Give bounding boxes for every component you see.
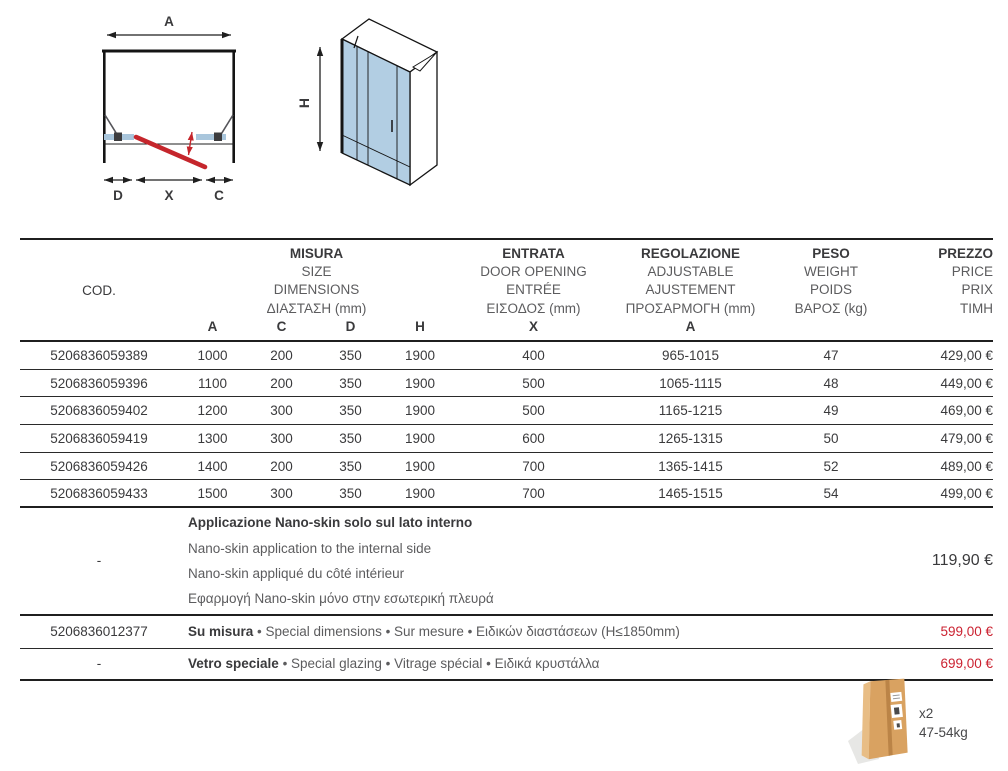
column-header-adjustable: REGOLAZIONE ADJUSTABLE AJUSTEMENT ΠΡΟΣΑΡΜΟΓΗ (mm) — [625, 246, 756, 316]
table-row — [20, 480, 993, 508]
table-body — [20, 342, 993, 508]
dim-x-label: X — [164, 188, 174, 203]
nano-skin-row — [20, 508, 993, 616]
special-glazing-description: Vetro speciale • Special glazing • Vitrage spécial • Ειδικά κρυστάλλα — [188, 656, 600, 672]
cell-adjustable: 1165-1215 — [658, 403, 723, 419]
cell-x: 400 — [522, 347, 545, 363]
cell-a: 1300 — [197, 430, 228, 446]
cell-cod: 5206836059419 — [50, 430, 148, 446]
dim-d-label: D — [113, 188, 123, 203]
nano-skin-description: Applicazione Nano-skin solo sul lato interno Nano-skin application to the internal side Nano-skin appliqué du côté intérieur Εφαρμογή Nano-skin μόνο στην εσωτερική πλευρά — [188, 515, 494, 607]
table-row — [20, 342, 993, 370]
cell-h: 1900 — [404, 485, 436, 501]
cell-h: 1900 — [404, 375, 436, 391]
subcol-adjustable-a: A — [685, 319, 696, 334]
cell-adjustable: 1365-1415 — [658, 458, 723, 474]
column-header-weight: PESO WEIGHT POIDS ΒΑΡΟΣ (kg) — [794, 246, 868, 316]
cell-x: 600 — [522, 430, 545, 446]
cell-cod: 5206836012377 — [50, 624, 148, 640]
cell-weight: 54 — [823, 485, 839, 501]
dim-c-label: C — [214, 188, 224, 203]
cell-c: 300 — [270, 485, 293, 501]
column-header-price: PREZZO PRICE PRIX ΤΙΜΗ — [938, 246, 993, 316]
cell-d: 350 — [339, 458, 362, 474]
cell-price: 449,00 € — [940, 375, 993, 391]
subcol-c: C — [276, 319, 287, 334]
cell-a: 1200 — [197, 403, 228, 419]
table-header — [20, 238, 993, 342]
table-row — [20, 425, 993, 453]
cell-d: 350 — [339, 347, 362, 363]
cell-x: 500 — [522, 375, 545, 391]
cell-price: 499,00 € — [940, 485, 993, 501]
special-glazing-row — [20, 649, 993, 681]
isometric-diagram — [295, 3, 465, 208]
cell-price: 429,00 € — [940, 347, 993, 363]
column-header-door-opening: ENTRATA DOOR OPENING ENTRÉE ΕΙΣΟΔΟΣ (mm) — [480, 246, 587, 316]
cell-x: 700 — [522, 458, 545, 474]
cell-cod: 5206836059402 — [50, 403, 148, 419]
cell-cod: - — [96, 553, 102, 569]
cell-price: 469,00 € — [940, 403, 993, 419]
cell-a: 1500 — [197, 485, 228, 501]
subcol-d: D — [345, 319, 356, 334]
cell-price: 119,90 € — [931, 551, 993, 569]
cell-a: 1000 — [197, 347, 228, 363]
packaging-info — [919, 704, 968, 742]
width-label: A — [164, 14, 174, 29]
cell-d: 350 — [339, 485, 362, 501]
table-row — [20, 453, 993, 481]
cell-h: 1900 — [404, 347, 436, 363]
cell-h: 1900 — [404, 403, 436, 419]
subcol-x: X — [528, 319, 538, 334]
plan-view-diagram — [85, 12, 255, 222]
table-row — [20, 397, 993, 425]
cell-cod: 5206836059396 — [50, 375, 148, 391]
cell-weight: 47 — [823, 347, 839, 363]
box-side-face — [410, 52, 437, 185]
cell-a: 1400 — [197, 458, 228, 474]
cell-c: 300 — [270, 403, 293, 419]
cell-h: 1900 — [404, 430, 436, 446]
cell-x: 500 — [522, 403, 545, 419]
cell-price: 599,00 € — [940, 624, 993, 640]
table-row — [20, 370, 993, 398]
cell-a: 1100 — [197, 375, 228, 391]
sliding-door-line — [136, 137, 205, 167]
package-quantity: x2 — [919, 706, 934, 721]
cell-adjustable: 1465-1515 — [658, 485, 723, 501]
cell-c: 200 — [270, 347, 293, 363]
cell-h: 1900 — [404, 458, 436, 474]
cell-c: 300 — [270, 430, 293, 446]
cell-d: 350 — [339, 403, 362, 419]
cell-c: 200 — [270, 458, 293, 474]
cell-adjustable: 1065-1115 — [659, 375, 722, 391]
cell-d: 350 — [339, 430, 362, 446]
cell-price: 699,00 € — [940, 656, 993, 672]
special-dimensions-description: Su misura • Special dimensions • Sur mesure • Ειδικών διαστάσεων (H≤1850mm) — [188, 624, 680, 640]
cell-weight: 50 — [823, 430, 839, 446]
cell-c: 200 — [270, 375, 293, 391]
cell-adjustable: 1265-1315 — [658, 430, 723, 446]
package-weight-range: 47-54kg — [919, 725, 968, 740]
height-label: H — [296, 97, 312, 109]
cell-d: 350 — [339, 375, 362, 391]
cell-cod: 5206836059433 — [50, 485, 148, 501]
cell-weight: 52 — [823, 458, 839, 474]
special-dimensions-row — [20, 616, 993, 649]
cell-cod: - — [96, 656, 102, 672]
cell-cod: 5206836059389 — [50, 347, 148, 363]
cell-cod: 5206836059426 — [50, 458, 148, 474]
column-header-size: MISURA SIZE DIMENSIONS ΔΙΑΣΤΑΣΗ (mm) — [266, 246, 367, 316]
bracket-left — [114, 133, 122, 142]
cell-price: 479,00 € — [940, 430, 993, 446]
package-box-icon — [843, 677, 923, 771]
subcol-a: A — [207, 319, 218, 334]
cell-adjustable: 965-1015 — [661, 347, 720, 363]
cell-weight: 48 — [823, 375, 839, 391]
cell-weight: 49 — [823, 403, 839, 419]
cell-price: 489,00 € — [940, 458, 993, 474]
column-header-cod: COD. — [82, 282, 116, 298]
subcol-h: H — [415, 319, 425, 334]
price-table — [20, 238, 993, 681]
cell-x: 700 — [522, 485, 545, 501]
bracket-right — [214, 133, 222, 142]
